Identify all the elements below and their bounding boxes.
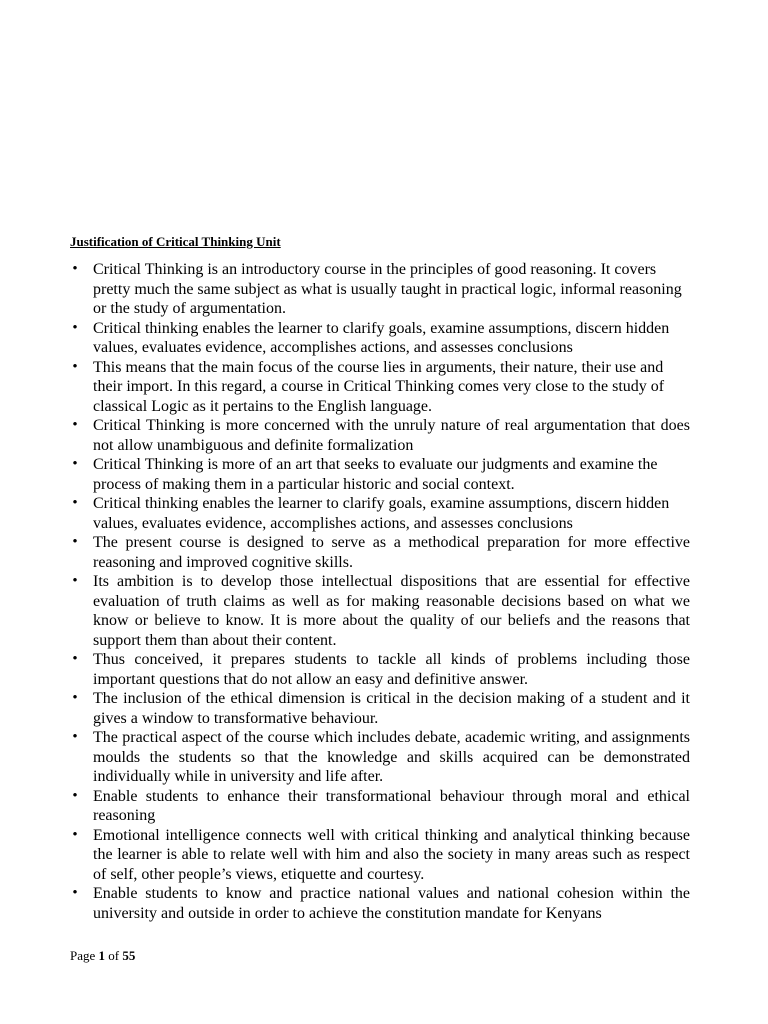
list-item-text: Emotional intelligence connects well with critical thinking and analytical thinking because the learner is able to relate well with him and also the society in many areas such as respect of self, other people’s views, etiquette and courtesy.: [93, 826, 690, 883]
bullet-icon: •: [72, 651, 78, 667]
justification-list: [70, 260, 690, 923]
list-item-text: The inclusion of the ethical dimension is critical in the decision making of a student and it gives a window to transformative behaviour.: [93, 690, 690, 727]
list-item: [70, 884, 690, 923]
list-item-text: Critical Thinking is more of an art that seeks to evaluate our judgments and examine the process of making them in a particular historic and social context.: [93, 456, 658, 493]
of-word: of: [108, 948, 120, 963]
bullet-icon: •: [72, 417, 78, 433]
bullet-icon: •: [72, 456, 78, 472]
list-item: [70, 689, 690, 728]
bullet-icon: •: [72, 729, 78, 745]
current-page-number: 1: [98, 948, 106, 963]
list-item-text: Critical Thinking is more concerned with the unruly nature of real argumentation that does not allow unambiguous and definite formalization: [93, 417, 690, 454]
bullet-icon: •: [72, 885, 78, 901]
bullet-icon: •: [72, 826, 78, 843]
list-item-text: Critical thinking enables the learner to clarify goals, examine assumptions, discern hidden values, evaluates evidence, accomplishes actions, and assesses conclusions: [93, 495, 670, 532]
bullet-icon: •: [72, 690, 78, 706]
list-item: [70, 494, 690, 533]
section-heading: Justification of Critical Thinking Unit: [70, 234, 281, 249]
list-item: [70, 260, 690, 319]
page-word: Page: [70, 948, 96, 963]
list-item: [70, 572, 690, 650]
bullet-icon: •: [72, 319, 78, 336]
list-item-text: Thus conceived, it prepares students to tackle all kinds of problems including those important questions that do not allow an easy and definitive answer.: [93, 651, 690, 688]
list-item: [70, 319, 690, 358]
list-item: [70, 416, 690, 455]
list-item-text: Critical Thinking is an introductory course in the principles of good reasoning. It covers pretty much the same subject as what is usually taught in practical logic, informal reasoning or the study of argumentation.: [93, 261, 682, 317]
list-item: [70, 455, 690, 494]
bullet-icon: •: [72, 787, 78, 804]
list-item: [70, 533, 690, 572]
list-item: [70, 358, 690, 417]
list-item-text: The present course is designed to serve as a methodical preparation for more effective reasoning and improved cognitive skills.: [93, 534, 690, 571]
list-item: [70, 650, 690, 689]
bullet-icon: •: [72, 495, 78, 511]
list-item: [70, 728, 690, 787]
list-item-text: Enable students to know and practice national values and national cohesion within the university and outside in order to achieve the constitution mandate for Kenyans: [93, 885, 690, 922]
list-item: [70, 787, 690, 826]
bullet-icon: •: [72, 358, 78, 375]
bullet-icon: •: [72, 573, 78, 589]
list-item: [70, 826, 690, 885]
bullet-icon: •: [72, 534, 78, 550]
list-item-text: The practical aspect of the course which includes debate, academic writing, and assignments moulds the students so that the knowledge and skills acquired can be demonstrated individually while in university and life after.: [93, 729, 690, 785]
list-item-text: Critical thinking enables the learner to clarify goals, examine assumptions, discern hidden values, evaluates evidence, accomplishes actions, and assesses conclusions: [93, 319, 670, 356]
total-pages-number: 55: [122, 948, 136, 963]
page-footer: [70, 948, 135, 964]
list-item-text: Enable students to enhance their transformational behaviour through moral and ethical reasoning: [93, 787, 690, 824]
list-item-text: Its ambition is to develop those intellectual dispositions that are essential for effective evaluation of truth claims as well as for making reasonable decisions based on what we know or believe to know. It is more about the quality of our beliefs and the reasons that support them than about their content.: [93, 573, 690, 649]
bullet-icon: •: [72, 261, 78, 277]
list-item-text: This means that the main focus of the course lies in arguments, their nature, their use and their import. In this regard, a course in Critical Thinking comes very close to the study of classical Logic as it pertains to the English language.: [93, 358, 665, 415]
